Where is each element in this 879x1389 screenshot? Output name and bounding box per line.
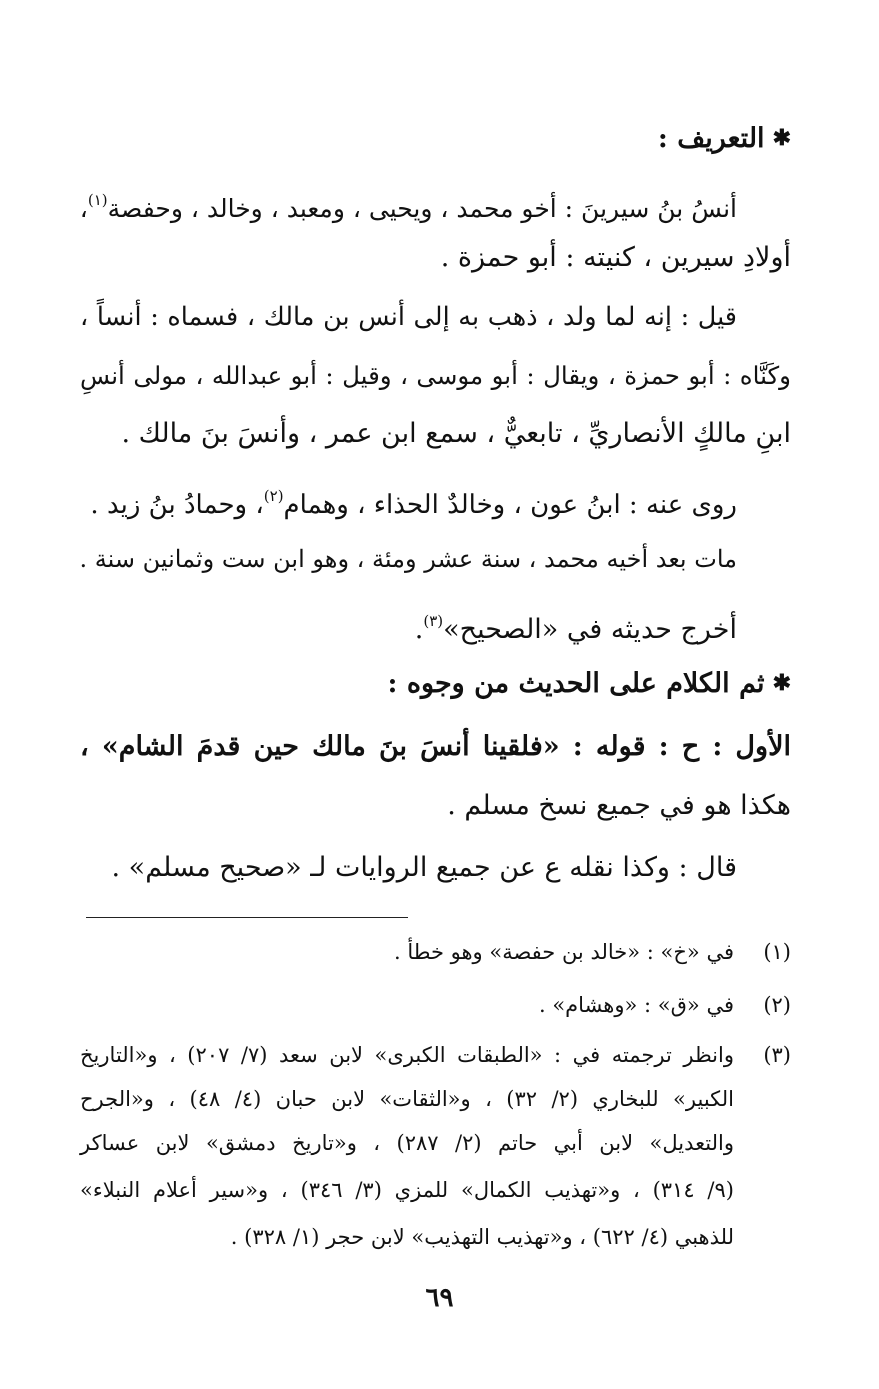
asterisk-icon: ✱ — [772, 670, 791, 696]
footnote-divider — [86, 917, 408, 918]
bio-line-4 — [80, 356, 791, 396]
footnote-3 — [80, 1038, 791, 1072]
bio-line-6-text-a: روى عنه : ابنُ عون ، وخالدٌ الحذاء ، وهمام — [283, 490, 737, 520]
bio-line-6-text-b: ، وحمادُ بنُ زيد . — [90, 490, 264, 520]
bio-line-5-text: ابنِ مالكٍ الأنصاريِّ ، تابعيٌّ ، سمع ابن عمر ، وأنسَ بنَ مالك . — [121, 418, 791, 449]
first-aspect-line-1-text: الأول : ح : قوله : «فلقينا أنسَ بنَ مالك حين قدمَ الشام» ، — [80, 731, 791, 762]
bio-line-5 — [80, 414, 791, 454]
bio-line-4-text: وكَنَّاه : أبو حمزة ، ويقال : أبو موسى ، وقيل : أبو عبدالله ، مولى أنسِ — [80, 361, 791, 390]
bio-line-2 — [80, 238, 791, 278]
footnote-3-line-5: للذهبي (٤/ ٦٢٢) ، و«تهذيب التهذيب» لابن حجر (١/ ٣٢٨) . — [230, 1225, 734, 1249]
first-aspect-line-1 — [80, 727, 791, 767]
footnote-3-line-2-row — [80, 1082, 734, 1116]
first-aspect-line-2-text: هكذا هو في جميع نسخ مسلم . — [447, 790, 791, 821]
bio-line-7 — [80, 539, 737, 579]
bio-line-3-text: قيل : إنه لما ولد ، ذهب به إلى أنس بن مالك ، فسماه : أنساً ، — [80, 302, 737, 332]
footnote-ref-1: (١) — [87, 191, 108, 209]
footnote-ref-2: (٢) — [263, 487, 284, 505]
footnote-3-line-1: وانظر ترجمته في : «الطبقات الكبرى» لابن سعد (٧/ ٢٠٧) ، و«التاريخ — [80, 1043, 734, 1067]
footnote-ref-3: (٣) — [423, 612, 444, 630]
definition-heading — [80, 118, 791, 159]
first-aspect-line-3 — [80, 848, 737, 888]
footnote-1 — [80, 935, 791, 969]
footnote-3-line-3-row — [80, 1126, 734, 1160]
bio-line-1 — [80, 180, 737, 229]
discussion-heading-text: ثم الكلام على الحديث من وجوه : — [387, 668, 765, 699]
footnote-1-text: في «خ» : «خالد بن حفصة» وهو خطأ . — [393, 940, 734, 964]
footnote-3-line-4-row — [80, 1173, 734, 1207]
bio-line-8-text-b: . — [414, 614, 424, 645]
footnote-2-number: (٢) — [763, 993, 791, 1017]
bio-line-1-text: أنسُ بنُ سيرينَ : أخو محمد ، ويحيى ، ومعبد ، وخالد ، وحفصة — [107, 194, 737, 223]
footnote-1-number: (١) — [763, 940, 791, 964]
bio-line-2-text: أولادِ سيرين ، كنيته : أبو حمزة . — [440, 242, 791, 273]
footnote-2 — [80, 988, 791, 1022]
bio-line-8 — [80, 601, 737, 650]
asterisk-icon: ✱ — [772, 125, 791, 151]
bio-line-8-text-a: أخرج حديثه في «الصحيح» — [443, 614, 737, 645]
page-number: ٦٩ — [425, 1283, 454, 1313]
footnote-3-line-4: (٩/ ٣١٤) ، و«تهذيب الكمال» للمزي (٣/ ٣٤٦) ، و«سير أعلام النبلاء» — [80, 1178, 734, 1202]
footnote-2-text: في «ق» : «وهشام» . — [538, 993, 734, 1017]
bio-line-6 — [80, 476, 737, 525]
bio-line-3 — [80, 297, 737, 337]
bio-line-1-end: ، — [79, 194, 88, 223]
first-aspect-line-3-text: قال : وكذا نقله ع عن جميع الروايات لـ «صحيح مسلم» . — [111, 852, 737, 883]
definition-heading-text: التعريف : — [657, 123, 765, 154]
first-aspect-line-2 — [80, 786, 791, 826]
footnote-3-line-5-row — [80, 1220, 734, 1254]
footnote-3-number: (٣) — [763, 1043, 791, 1067]
discussion-heading — [80, 663, 791, 704]
footnote-3-line-3: والتعديل» لابن أبي حاتم (٢/ ٢٨٧) ، و«تاريخ دمشق» لابن عساكر — [80, 1131, 734, 1155]
bio-line-7-text: مات بعد أخيه محمد ، سنة عشر ومئة ، وهو ابن ست وثمانين سنة . — [79, 545, 737, 573]
footnote-3-line-2: الكبير» للبخاري (٢/ ٣٢) ، و«الثقات» لابن حبان (٤/ ٤٨) ، و«الجرح — [80, 1087, 734, 1111]
